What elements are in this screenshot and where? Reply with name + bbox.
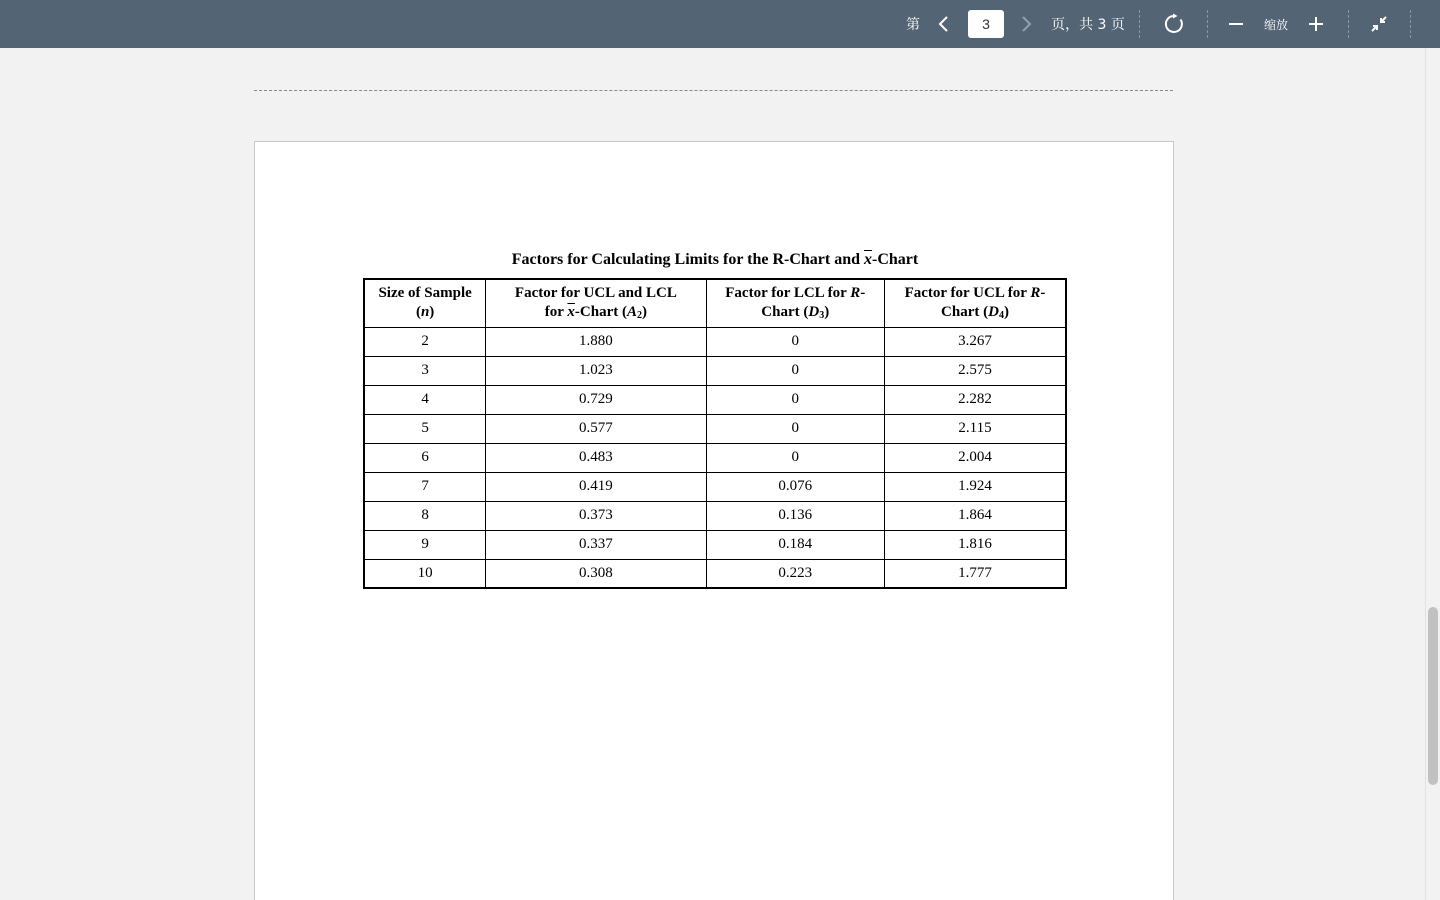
cell-a2: 0.337 (486, 530, 706, 559)
rotate-button[interactable] (1158, 0, 1190, 48)
cell-d3: 0 (706, 414, 884, 443)
cell-a2: 0.577 (486, 414, 706, 443)
header-symbol: R (1030, 285, 1041, 302)
cell-d3: 0.076 (706, 472, 884, 501)
page-label-prefix: 第 (906, 17, 920, 33)
cell-a2: 0.308 (486, 559, 706, 588)
header-symbol: R (850, 285, 861, 302)
cell-a2: 0.419 (486, 472, 706, 501)
table-row (364, 414, 1066, 443)
chevron-right-icon (1019, 15, 1033, 33)
x-bar-symbol: $\overline{x}$ (567, 304, 575, 321)
title-suffix: -Chart (872, 251, 919, 268)
header-symbol: D (988, 304, 999, 321)
toolbar-divider (1207, 10, 1208, 38)
cell-a2: 0.729 (486, 385, 706, 414)
header-subscript: 4 (998, 310, 1004, 322)
header-text: -Chart ( (574, 304, 627, 321)
cell-n: 2 (364, 327, 486, 356)
header-text: Factor for UCL and LCL (514, 285, 677, 302)
table-row (364, 327, 1066, 356)
cell-d3: 0.136 (706, 501, 884, 530)
cell-n: 3 (364, 356, 486, 385)
cell-d3: 0.223 (706, 559, 884, 588)
cell-n: 8 (364, 501, 486, 530)
x-bar-symbol: $\overline{x}$ (864, 251, 873, 268)
cell-d4: 2.575 (885, 356, 1067, 385)
factors-table (363, 278, 1067, 589)
toolbar-divider (1348, 10, 1349, 38)
header-text: ( (415, 304, 421, 321)
cell-d3: 0 (706, 443, 884, 472)
header-subscript: 3 (819, 310, 825, 322)
header-subscript: 2 (637, 310, 642, 322)
cell-d4: 2.115 (885, 414, 1067, 443)
toolbar-divider (1410, 10, 1411, 38)
zoom-in-button[interactable] (1302, 0, 1330, 48)
header-text: - (1040, 285, 1046, 302)
header-text: - (860, 285, 866, 302)
cell-d3: 0.184 (706, 530, 884, 559)
cell-d4: 1.924 (885, 472, 1067, 501)
next-page-button[interactable] (1012, 0, 1040, 48)
rotate-icon (1163, 13, 1185, 35)
minus-icon (1228, 16, 1244, 32)
header-text: ) (1003, 304, 1009, 321)
header-d4-factor (885, 279, 1067, 327)
cell-d4: 3.267 (885, 327, 1067, 356)
pdf-toolbar (0, 0, 1440, 48)
cell-n: 7 (364, 472, 486, 501)
cell-a2: 0.483 (486, 443, 706, 472)
header-a2-factor (486, 279, 706, 327)
collapse-icon (1370, 15, 1388, 33)
table-row (364, 356, 1066, 385)
cell-n: 5 (364, 414, 486, 443)
document-page (254, 141, 1174, 900)
header-text: Chart ( (941, 304, 989, 321)
title-text: Factors for Calculating Limits for the R-Chart and (511, 251, 865, 268)
table-header-row (364, 279, 1066, 327)
cell-d4: 1.777 (885, 559, 1067, 588)
previous-page-button[interactable] (930, 0, 958, 48)
header-text: ) (824, 304, 830, 321)
cell-n: 10 (364, 559, 486, 588)
header-sample-size (364, 279, 486, 327)
header-symbol: A (626, 304, 637, 321)
cell-d4: 1.816 (885, 530, 1067, 559)
exit-fullscreen-button[interactable] (1364, 0, 1394, 48)
cell-d3: 0 (706, 356, 884, 385)
cell-a2: 1.023 (486, 356, 706, 385)
page-separator (254, 90, 1173, 91)
cell-d3: 0 (706, 385, 884, 414)
chevron-left-icon (937, 15, 951, 33)
plus-icon (1308, 16, 1324, 32)
table-row (364, 530, 1066, 559)
cell-d3: 0 (706, 327, 884, 356)
cell-n: 9 (364, 530, 486, 559)
header-text: Factor for LCL for (725, 285, 851, 302)
header-text: Size of Sample (378, 285, 472, 302)
header-text: ) (429, 304, 435, 321)
zoom-out-button[interactable] (1222, 0, 1250, 48)
cell-a2: 0.373 (486, 501, 706, 530)
page-count-label: 页，共 3 页 (1051, 17, 1125, 33)
header-symbol: n (420, 304, 430, 321)
cell-d4: 2.282 (885, 385, 1067, 414)
header-text: ) (642, 304, 647, 321)
header-text: Factor for UCL for (904, 285, 1031, 302)
header-text: Chart ( (761, 304, 809, 321)
table-row (364, 385, 1066, 414)
table-row (364, 472, 1066, 501)
header-text: for (544, 304, 568, 321)
table-row (364, 559, 1066, 588)
scrollbar-thumb[interactable] (1428, 607, 1438, 785)
table-row (364, 443, 1066, 472)
table-row (364, 501, 1066, 530)
table-title (255, 251, 1175, 269)
toolbar-divider (1139, 10, 1140, 38)
zoom-label: 缩放 (1263, 17, 1288, 32)
cell-n: 4 (364, 385, 486, 414)
header-d3-factor (706, 279, 884, 327)
page-number-input[interactable] (968, 10, 1004, 38)
header-symbol: D (808, 304, 820, 321)
cell-n: 6 (364, 443, 486, 472)
cell-d4: 1.864 (885, 501, 1067, 530)
cell-a2: 1.880 (486, 327, 706, 356)
cell-d4: 2.004 (885, 443, 1067, 472)
